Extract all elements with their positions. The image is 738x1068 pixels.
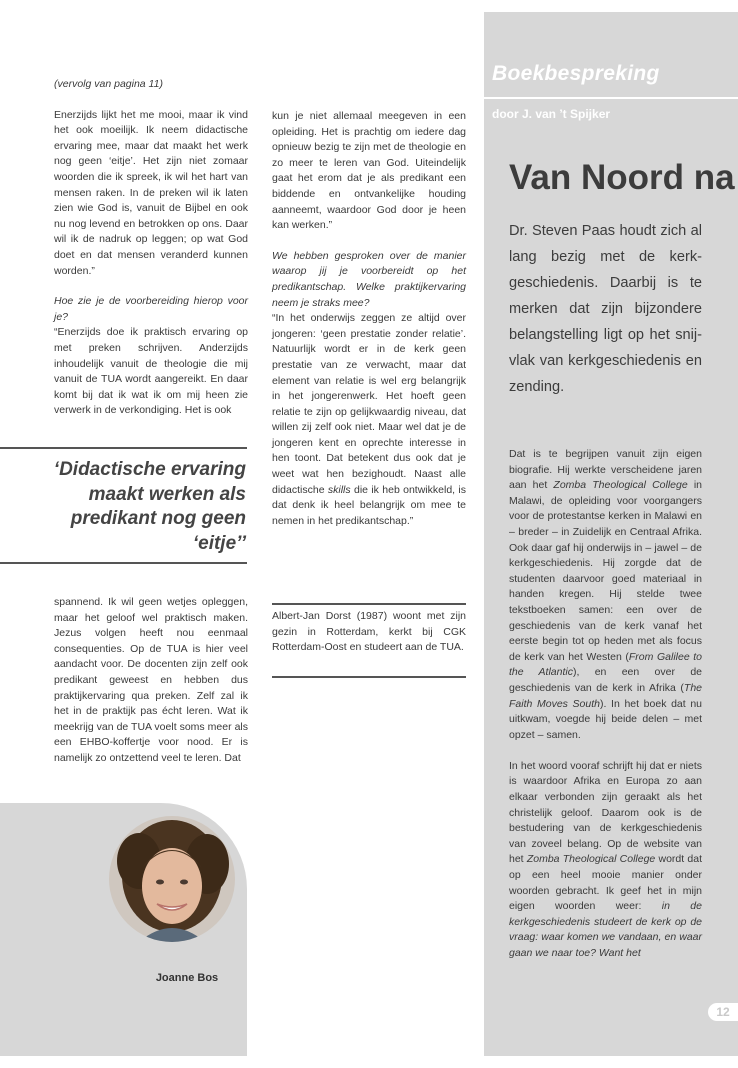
interview-paragraph: “Enerzijds doe ik praktisch ervaring op met preken schrijven. Anderzijds inhoudelijk vanuit de theologie die mij vanuit de TUA wordt aangereikt. En daar komt bij dat ik wat ik om mij heen zie verwerk in de verkondiging. Het is ook <box>54 326 248 417</box>
review-lead <box>509 218 702 400</box>
review-headline: Van Noord na <box>509 158 735 197</box>
college-name: Zomba Theological College <box>526 853 656 866</box>
pullquote-top-rule <box>0 447 247 449</box>
interview-paragraph: spannend. Ik wil geen wetjes opleggen, maar het geloof wel praktisch maken. Jezus volgen heeft nou eenmaal consequenties. Op de TUA is hier veel aandacht voor. De docenten zijn zelf ook predikant geweest en hebben dus praktijkervaring qua preken. Zelf zal ik het in de praktijk pas écht leren. Wat ik meekrijg van de TUA voelt soms meer als een EHBO-koffertje voor nood. Er is namelijk zo ontzettend veel te leren. Dat <box>54 596 248 764</box>
left-column <box>54 77 248 419</box>
italic-quote: in de kerkgeschiedenis studeert de kerk op de vraag: waar komen we vandaan, en waar gaan we naar toe? Want het <box>509 900 702 959</box>
book-title: From Galilee to the Atlantic <box>509 650 703 679</box>
text-run: In het woord vooraf schrijft hij dat er niets is waardoor Afrika en Europa zo aan elkaar verbonden zijn geraakt als het christelijk geloof. Daarom ook is de bestudering van de kerkgeschiedenis van zoveel belang. Op de website van het <box>509 759 702 866</box>
text-run: Dat is te begrijpen vanuit zijn eigen biografie. Hij werkte verscheidene jaren aan het <box>509 448 702 492</box>
review-body <box>509 447 702 962</box>
review-paragraph <box>509 759 702 962</box>
bio-top-rule <box>272 603 466 605</box>
left-column-continued <box>54 595 248 767</box>
skills-word: skills <box>327 483 351 496</box>
interview-paragraph: Enerzijds lijkt het me mooi, maar ik vind het ook moeilijk. Ik neem didactische ervaring mee, maar dat maakt het werk nog geen ‘eitje’. Het zijn niet zomaar woorden die ik spreek, ik wil het hart van mensen raken. In de preken wil ik laten zien wie God is, vanuit de Bijbel en ook nu nog levend en betrokken op ons. Daar wil ik de nadruk op leggen; op wat God doet en dat mensen veranderd kunnen worden.” <box>54 108 248 277</box>
review-paragraph <box>509 447 702 743</box>
text-run: wordt dat op een heel mooie manier onder woorden gebracht. Ik geef het in mijn eigen woorden weer: <box>509 853 703 913</box>
text-run: ). In het boek dat nu uitkwam, voegde hij beide delen – met opzet – samen. <box>509 697 703 741</box>
bio-text: Albert-Jan Dorst (1987) woont met zijn gezin in Rotterdam, kerkt bij CGK Rotterdam-Oost en studeert aan de TUA. <box>272 610 466 654</box>
interview-paragraph <box>272 311 466 529</box>
middle-column <box>272 109 466 529</box>
photo-caption: Joanne Bos <box>155 972 219 984</box>
interview-question: Hoe zie je de voorbereiding hierop voor je? <box>54 295 248 323</box>
answer-text: “In het onderwijs zeggen ze altijd over jongeren: ‘geen prestatie zonder relatie’. Natuurlijk wordt er in de kerk geen prestatie van ze verwacht, maar dat element van relatie is wel erg belangrijk in het jongerenwerk. Het hoeft geen relatie te zijn op gelijkwaardig niveau, dat willen zij zelf ook niet. Maar wel dat je de jongeren kent en oprechte interesse in hen toont. Dat betekent dus ook dat je weet wat hen bezighoudt. Naast alle didactische <box>272 312 466 496</box>
page-number: 12 <box>708 1003 738 1021</box>
section-rule <box>484 97 738 99</box>
book-title: The Faith Moves South <box>509 681 702 710</box>
portrait-photo <box>109 816 235 942</box>
text-run: in Malawi, de opleiding voor voorgangers voor de protestantse kerken in Malawi en – breder – in Zuidelijk en Centraal Afrika. Ook daar gaf hij onderwijs in – jawel – de kerkgeschiedenis. Hij zorgde dat de studenten daarvoor goed materiaal in handen kregen. Hij stelde twee tekstboeken samen: een over de geschiedenis van de kerk vanaf het eerste begin tot op heden met als focus de kerk van het Westen ( <box>509 479 703 663</box>
college-name: Zomba Theological College <box>553 479 688 492</box>
section-title: Boekbespreking <box>492 62 660 85</box>
interview-question: We hebben gesproken over de manier waarop jij je voorbereidt op het predikantschap. Welke praktijkervaring neem je straks mee? <box>272 249 466 309</box>
pull-quote: ‘Didactische ervaring maakt werken als predikant nog geen ‘eitje’’ <box>53 459 246 554</box>
pullquote-bottom-rule <box>0 562 247 564</box>
continued-note: (vervolg van pagina 11) <box>54 78 163 90</box>
text-run: ), en een over de geschiedenis van de kerk in Afrika ( <box>509 666 702 694</box>
author-bio <box>272 609 466 656</box>
answer-text-end: die ik heb ontwikkeld, is dat denk ik heel belangrijk om mee te nemen in het predikantschap.” <box>272 483 466 527</box>
lead-text: Dr. Steven Paas houdt zich al lang bezig met de kerk-geschiedenis. Daarbij is te merken dat zijn bijzondere belangstelling ligt op het snij-vlak van kerkgeschiedenis en zending. <box>509 223 702 395</box>
bio-bottom-rule <box>272 676 466 678</box>
review-author: door J. van ’t Spijker <box>492 107 611 121</box>
portrait-image <box>109 816 235 942</box>
interview-paragraph: kun je niet allemaal meegeven in een opleiding. Het is prachtig om iedere dag opnieuw bezig te zijn met de theologie en zo meer te leren van God. Uiteindelijk gaat het erom dat je als predikant een biddende en ontvankelijke houding aanneemt, waardoor God door je heen kan werken.” <box>272 110 466 232</box>
